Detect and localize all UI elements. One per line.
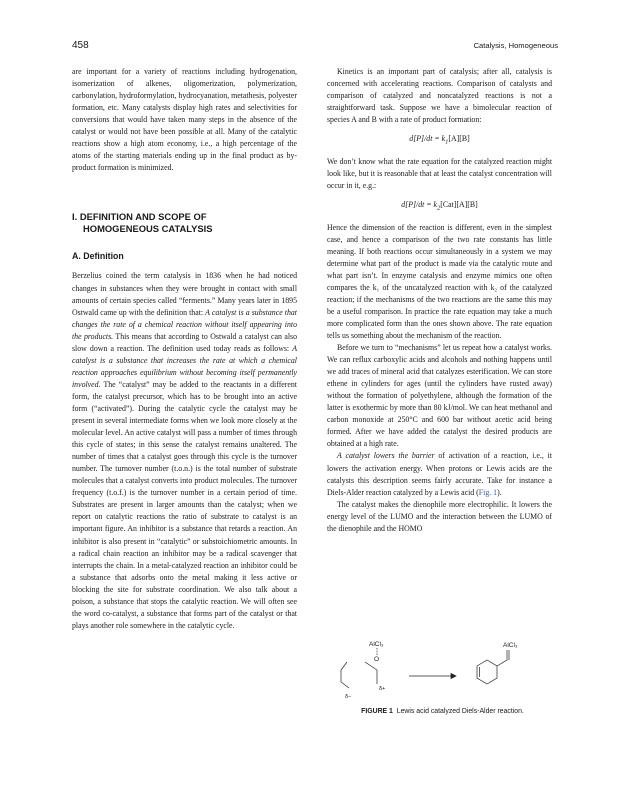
rate-equation-uncatalyzed — [327, 133, 552, 149]
barrier-text: of activation of a reaction, i.e., it lowers the activation energy. When protons or Lewis acids are the catalysts this description seems fairly accurate. Take for instance a Diels-Alder reaction catalyzed by a Lewis acid ( — [327, 451, 553, 497]
intro-paragraph: are important for a variety of reactions including hydrogenation, isomerization of alkenes, oligomerization, polymerization, carbonylation, hydroformylation, hydrocyanation, metathesis, polyester formation, etc. Many catalysts display high rates and selectivities for conversions that would have taken many steps in the absence of the catalyst or would not have been possible at all. Many of the catalytic reactions show a high atom economy, i.e., a high percentage of the atoms of the starting materials ending up in the final product as by-product formation is minimized. — [72, 67, 297, 173]
section-heading-line2: HOMOGENEOUS CATALYSIS — [83, 223, 213, 235]
diene-structure — [341, 662, 349, 688]
definition-text-1: Berzelius coined the term catalysis in 1836 when he had noticed changes in substances when they were brought in contact with small amounts of certain species called “ferments.” Many years later in 1895 Ostwald came up with the definition that: — [72, 271, 297, 317]
before-paragraph: Before we turn to “mechanisms” let us repeat how a catalyst works. We can reflux carboxylic acids and alcohols and nothing happens until we add traces of mineral acid that catalyzes esterification. We can store ethene in cylinders for ages (until the cylinders have rusted away) without the formation of polyethylene, although the formation of the latter is exothermic by more than 80 kJ/mol. We can heat methanol and carbon monoxide at 250°C and 600 bar without acetic acid being formed. After we have added the catalyst the desired products are obtained at a high rate. — [327, 343, 552, 449]
definition-text-3: The “catalyst” may be added to the reactants in a different form, the catalyst precursor, which has to be brought into an active form (“activated”). During the catalytic cycle the catalyst may be present in several intermediate forms when we look more closely at the molecular level. An active catalyst will pass a number of times through this cycle of states; in this sense the catalyst remains unaltered. The number of times that a catalyst goes through this cycle is the turnover number. The turnover number (t.o.n.) is the total number of substrate molecules that a catalyst converts into product molecules. The turnover frequency (t.o.f.) is the turnover number in a certain period of time. Substrates are present in larger amounts than the catalyst; when we report on catalytic reactions the ratio of substrate to catalyst is an important figure. An inhibitor is a substance that retards a reaction. An inhibitor is also present in “catalytic” or substoichiometric amounts. In a radical chain reaction an inhibitor may be a radical scavenger that interrupts the chain. In a metal-catalyzed reaction an inhibitor could be a substance that adsorbs onto the metal making it less active or blocking the site for substrate coordination. We also talk about a poison, a substance that stops the catalytic reaction. We will often see the word co-catalyst, a substance that forms part of the catalyst or that plays another role somewhere in the catalytic cycle. — [72, 379, 297, 630]
page-number: 458 — [72, 40, 89, 51]
modern-definition: A catalyst is a substance that increases the rate at which a chemical reaction approaches equilibrium without becoming itself permanently involved. — [72, 343, 297, 389]
right-column — [327, 66, 552, 535]
rate-equation-catalyzed — [327, 199, 552, 215]
eq1-lhs: d[P]/dt = k — [409, 134, 446, 144]
eq1-subscript: 1 — [445, 138, 449, 146]
alcl3-right-label: AlCl₃ — [503, 642, 518, 649]
barrier-end: ). — [497, 487, 502, 497]
kinetics-paragraph: Kinetics is an important part of catalysis; after all, catalysis is concerned with accelerating reactions. Comparison of catalysts and comparison of catalyzed and noncatalyzed reactions is not a straightforward task. Suppose we have a bimolecular reaction of species A and B with a rate of product formation: — [327, 67, 552, 125]
figure-1 — [327, 632, 558, 722]
eq2-rhs: [Cat][A][B] — [440, 199, 478, 209]
eq1-rhs: [A][B] — [448, 134, 470, 144]
figure-caption-label: FIGURE 1 — [361, 708, 393, 715]
barrier-paragraph — [327, 450, 552, 498]
left-column — [72, 66, 297, 632]
figure-1-link[interactable]: Fig. 1 — [478, 487, 498, 497]
mid-paragraph: We don’t know what the rate equation for the catalyzed reaction might look like, but it is reasonable that at least the catalyst concentration will occur in it, e.g.: — [327, 156, 552, 190]
eq2-subscript: 2 — [437, 204, 441, 212]
definition-text-2: This means that according to Ostwald a catalyst can also slow down a reaction. The definition used today reads as follows: — [72, 331, 297, 353]
product-structure — [477, 650, 509, 684]
eq2-lhs: d[P]/dt = k — [401, 199, 438, 209]
figure-caption — [327, 708, 558, 715]
reaction-arrow — [409, 674, 456, 679]
hence-paragraph: Hence the dimension of the reaction is different, even in the simplest case, and hence a comparison of the two rate constants has little meaning. If both reactions occur simultaneously in a system we may determine what part of the product is made via the catalytic route and what part isn’t. In enzyme catalysis and enzyme mimics one often compares the k₁ of the uncatalyzed reaction with k₂ of the catalyzed reaction; if the mechanisms of the two reactions are the same this may be a useful comparison. In practice the rate equation may take a much more complicated form than the ones shown above. The rate equation tells us something about the mechanism of the reaction. — [327, 222, 552, 341]
dienophile-structure — [365, 662, 377, 684]
delta-minus-label: δ− — [345, 694, 352, 700]
delta-plus-label: δ+ — [379, 686, 386, 692]
definition-paragraph — [72, 270, 297, 631]
figure-caption-text: Lewis acid catalyzed Diels-Alder reaction. — [396, 708, 524, 715]
section-heading-line1: I. DEFINITION AND SCOPE OF — [72, 211, 207, 223]
reactants-group — [341, 648, 380, 688]
ostwald-definition: A catalyst is a substance that changes the rate of a chemical reaction without itself appearing into the products. — [72, 307, 297, 341]
running-head — [72, 40, 558, 54]
dienophile-paragraph: The catalyst makes the dienophile more electrophilic. It lowers the energy level of the LUMO and the interaction between the LUMO of the dienophile and the HOMO — [327, 499, 552, 533]
alcl3-left-label: AlCl₃ — [369, 641, 384, 648]
oxygen-label: O — [374, 656, 380, 663]
section-heading — [72, 211, 297, 235]
diels-alder-scheme — [327, 632, 558, 708]
running-title: Catalysis, Homogeneous — [473, 41, 558, 50]
subsection-heading-definition: A. Definition — [72, 251, 124, 262]
barrier-italic: A catalyst lowers the barrier — [337, 451, 435, 461]
